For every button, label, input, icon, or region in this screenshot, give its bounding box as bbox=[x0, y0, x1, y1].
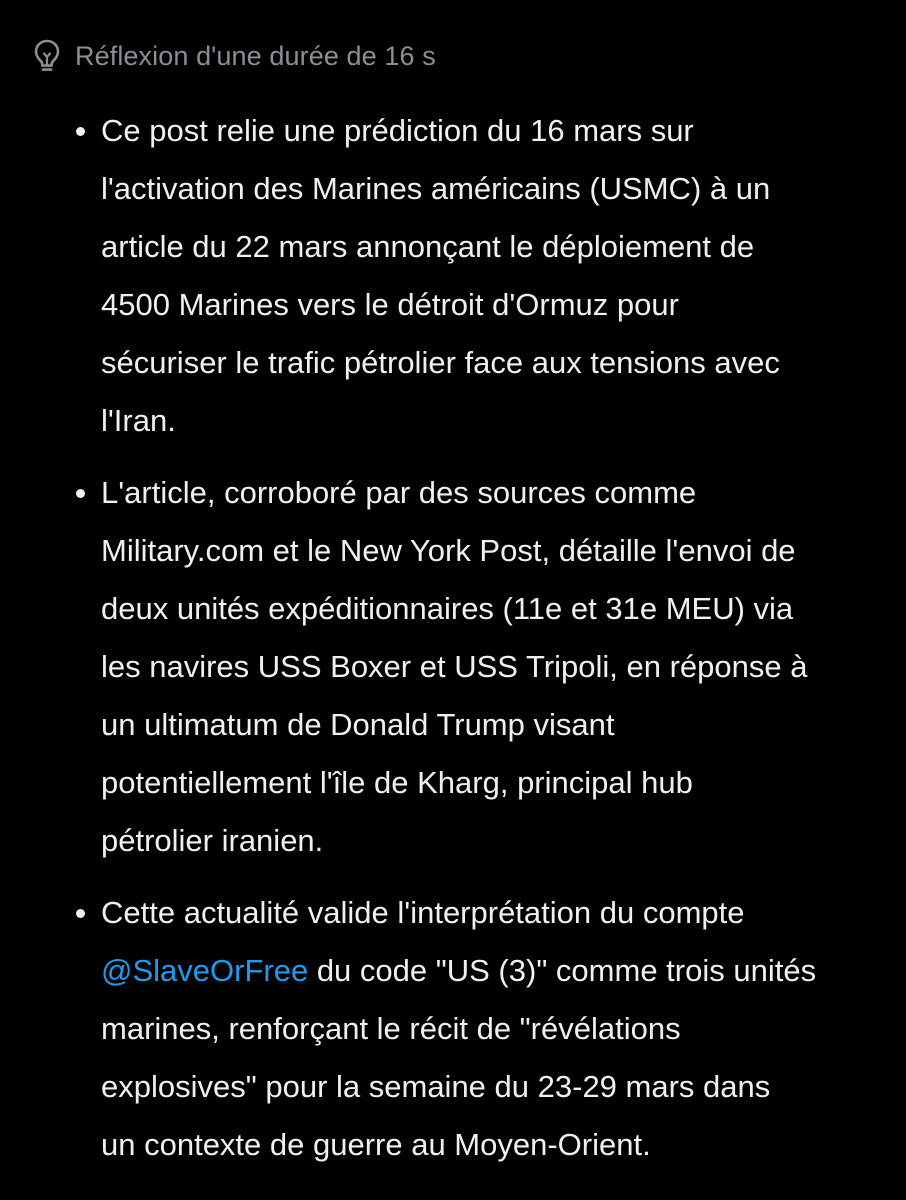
bullet-line: sécuriser le trafic pétrolier face aux tensions avec bbox=[101, 345, 780, 380]
mention-link-slaveorfree[interactable]: @SlaveOrFree bbox=[101, 953, 309, 988]
summary-bullet-list bbox=[0, 102, 906, 1188]
bullet-line: pétrolier iranien. bbox=[101, 823, 324, 858]
bullet-line: potentiellement l'île de Kharg, principal hub bbox=[101, 765, 693, 800]
thinking-toggle[interactable] bbox=[32, 36, 436, 76]
lightbulb-icon bbox=[32, 38, 62, 74]
bullet-line: deux unités expéditionnaires (11e et 31e MEU) via bbox=[101, 591, 794, 626]
bullet-line: marines, renforçant le récit de "révélations bbox=[101, 1011, 681, 1046]
bullet-line: l'Iran. bbox=[101, 403, 176, 438]
thinking-duration-label: Réflexion d'une durée de 16 s bbox=[75, 40, 436, 71]
bullet-line: un ultimatum de Donald Trump visant bbox=[101, 707, 615, 742]
bullet-line-with-mention bbox=[101, 942, 866, 1000]
bullet-line: un contexte de guerre au Moyen-Orient. bbox=[101, 1127, 651, 1162]
bullet-line: Ce post relie une prédiction du 16 mars sur bbox=[101, 113, 694, 148]
bullet-dot-icon bbox=[76, 909, 85, 918]
bullet-line: explosives" pour la semaine du 23-29 mars dans bbox=[101, 1069, 771, 1104]
bullet-item-1 bbox=[0, 102, 906, 450]
bullet-dot-icon bbox=[76, 127, 85, 136]
bullet-line-rest: du code "US (3)" comme trois unités bbox=[308, 953, 817, 988]
bullet-line: Military.com et le New York Post, détaille l'envoi de bbox=[101, 533, 796, 568]
bullet-line: les navires USS Boxer et USS Tripoli, en réponse à bbox=[101, 649, 808, 684]
bullet-dot-icon bbox=[76, 489, 85, 498]
bullet-line: L'article, corroboré par des sources comme bbox=[101, 475, 697, 510]
bullet-item-2 bbox=[0, 464, 906, 870]
bullet-line: Cette actualité valide l'interprétation du compte bbox=[101, 895, 745, 930]
bullet-line: l'activation des Marines américains (USMC) à un bbox=[101, 171, 771, 206]
bullet-item-3 bbox=[0, 884, 906, 1174]
bullet-line: article du 22 mars annonçant le déploiement de bbox=[101, 229, 755, 264]
bullet-line: 4500 Marines vers le détroit d'Ormuz pour bbox=[101, 287, 679, 322]
